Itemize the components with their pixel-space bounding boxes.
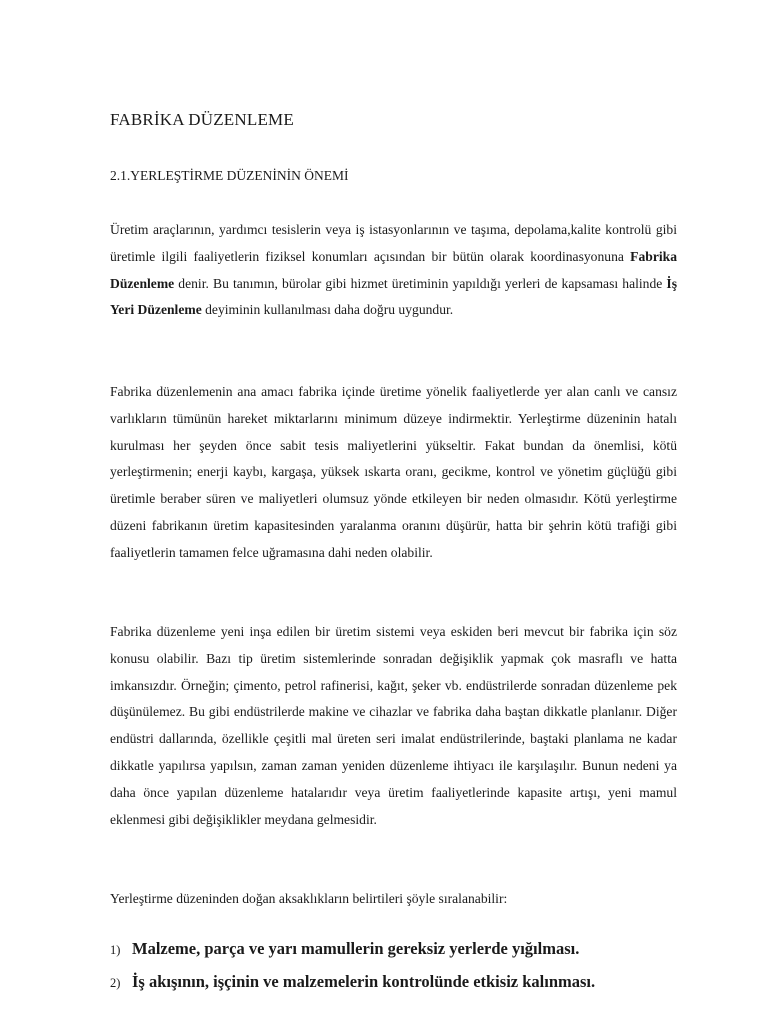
paragraph-text: denir. Bu tanımın, bürolar gibi hizmet üretiminin yapıldığı yerleri de kapsaması halinde bbox=[174, 275, 667, 291]
list-item-number: 2) bbox=[110, 976, 121, 990]
paragraph-scope: Fabrika düzenleme yeni inşa edilen bir üretim sistemi veya eskiden beri mevcut bir fabrika için söz konusu olabilir. Bazı tip üretim sistemlerinde sonradan değişiklik yapmak çok masraflı ve hatta imkansızdır. Örneğin; çimento, petrol rafinerisi, kağıt, şeker vb. endüstrilerde sonradan düzenleme pek düşünülemez. Bu gibi endüstrilerde makine ve cihazlar ve fabrika daha baştan dikkatle planlanır. Diğer endüstri dallarında, özellikle çeşitli mal üreten seri imalat endüstrilerinde, baştaki planlama ne kadar dikkatle yapılırsa yapılsın, zaman zaman yeniden düzenleme ihtiyacı ile karşılaşılır. Bunun nedeni ya daha önce yapılan düzenleme hatalarıdır veya üretim faaliyetlerinde kapasite artışı, yeni mamul eklenmesi gibi değişiklikler meydana gelmesidir. bbox=[110, 624, 677, 827]
bold-term-is-yeri-duzenleme: İş Yeri Düzenleme bbox=[110, 275, 677, 318]
paragraph-list-intro: Yerleştirme düzeninden doğan aksaklıkların belirtileri şöyle sıralanabilir: bbox=[110, 891, 508, 906]
document-title: FABRİKA DÜZENLEME bbox=[110, 110, 294, 129]
list-item-number: 1) bbox=[110, 943, 121, 957]
list-item-text: İş akışının, işçinin ve malzemelerin kontrolünde etkisiz kalınması. bbox=[132, 972, 596, 991]
paragraph-purpose: Fabrika düzenlemenin ana amacı fabrika içinde üretime yönelik faaliyetlerde yer alan canlı ve cansız varlıkların tümünün hareket miktarlarını minimum düzeye indirmektir. Yerleştirme düzeninin hatalı kurulması her şeyden önce sabit tesis maliyetlerini yükseltir. Fakat bundan da önemlisi, kötü yerleştirmenin; enerji kaybı, kargaşa, yüksek ıskarta oranı, gecikme, kontrol ve yönetim güçlüğü gibi üretimle beraber süren ve maliyetleri olumsuz yönde etkileyen bir neden olmasıdır. Kötü yerleştirme düzeni fabrikanın üretim kapasitesinden yaralanma oranını düşürür, hatta bir şehrin kötü trafiği gibi faaliyetlerin tamamen felce uğramasına dahi neden olabilir. bbox=[110, 384, 677, 560]
paragraph-text: Üretim araçlarının, yardımcı tesislerin veya iş istasyonlarının ve taşıma, depolama,kalite kontrolü gibi üretimle ilgili faaliyetlerin fiziksel konumları açısından bir bütün olarak koordinasyonuna bbox=[110, 222, 677, 264]
list-item bbox=[110, 939, 710, 972]
bold-term-fabrika-duzenleme: Fabrika Düzenleme bbox=[110, 248, 677, 291]
list-item bbox=[110, 972, 710, 1005]
paragraph-text: deyiminin kullanılması daha doğru uygundur. bbox=[201, 302, 454, 318]
symptoms-list bbox=[110, 939, 710, 1005]
paragraph-definition bbox=[110, 217, 677, 324]
section-heading: 2.1.YERLEŞTİRME DÜZENİNİN ÖNEMİ bbox=[110, 168, 349, 183]
list-item-text: Malzeme, parça ve yarı mamullerin gereksiz yerlerde yığılması. bbox=[132, 939, 580, 958]
